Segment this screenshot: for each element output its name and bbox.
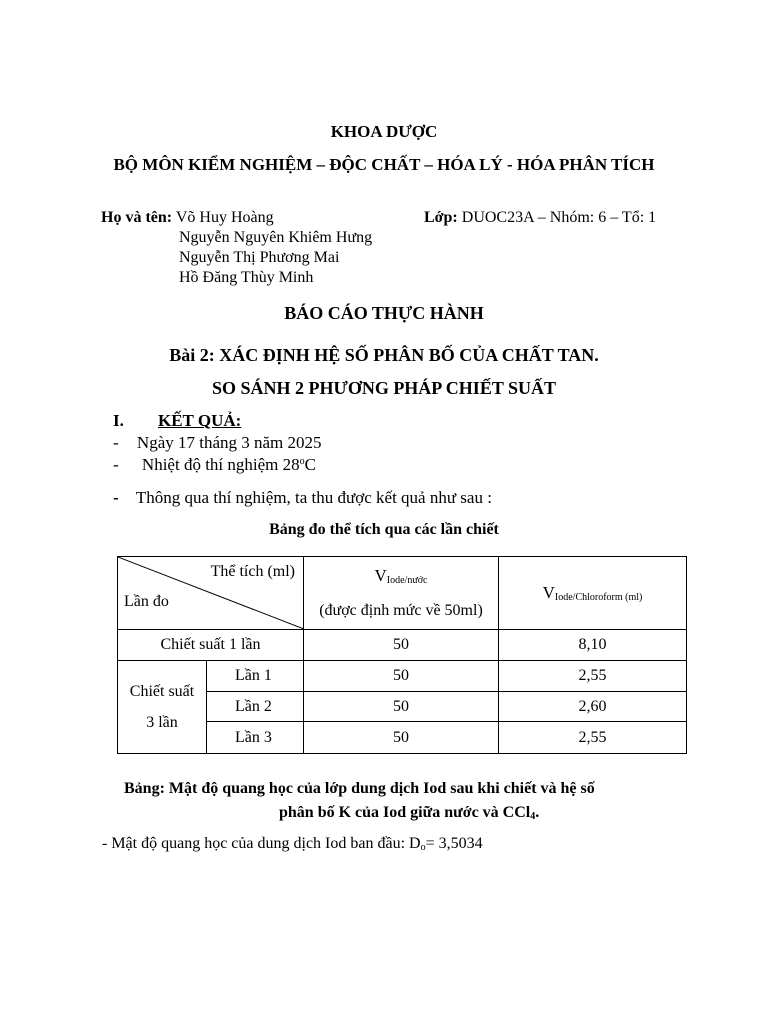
table-row — [118, 630, 687, 661]
volume-table — [117, 556, 687, 754]
od-suffix: = 3,5034 — [425, 835, 483, 852]
section-title: KẾT QUẢ: — [158, 411, 242, 430]
intro-text: Thông qua thí nghiệm, ta thu được kết quả như sau : — [135, 488, 492, 507]
header-iode-chloroform — [499, 557, 687, 630]
col2-note: (được định mức về 50ml) — [319, 601, 483, 619]
table-header-row — [118, 557, 687, 630]
temp-suffix: C — [304, 455, 316, 474]
row-value-water: 50 — [304, 692, 499, 722]
col2-sub: Iode/nước — [386, 574, 428, 586]
row-value-chloroform: 2,60 — [499, 692, 687, 722]
group-label-line1: Chiết suất — [129, 683, 195, 700]
row-label: Lần 2 — [207, 692, 304, 722]
student-name-1: Võ Huy Hoàng — [175, 209, 274, 226]
date-text: Ngày 17 tháng 3 năm 2025 — [136, 433, 322, 452]
od-prefix: - Mật độ quang học của dung dịch Iod ban đầu: D — [102, 835, 421, 852]
student-name-2: Nguyễn Nguyên Khiêm Hưng — [179, 229, 373, 246]
diagonal-header-cell — [118, 557, 304, 630]
bullet-dash: - — [113, 488, 119, 507]
student-names-block — [101, 209, 274, 227]
bullet-date — [113, 433, 322, 453]
caption-line2-sub: 4 — [530, 811, 536, 822]
table2-caption-line2 — [279, 804, 539, 822]
student-name-3: Nguyễn Thị Phương Mai — [179, 249, 340, 266]
row-value-chloroform: 2,55 — [499, 661, 687, 692]
optical-density-line — [102, 835, 483, 853]
student-name-4: Hồ Đăng Thùy Minh — [179, 269, 314, 286]
group-label-line2: 3 lần — [146, 714, 178, 731]
row-value-chloroform: 2,55 — [499, 722, 687, 754]
table1-caption: Bảng đo thể tích qua các lần chiết — [269, 521, 499, 538]
bullet-intro — [113, 488, 492, 508]
table-row — [118, 661, 687, 692]
report-title: BÁO CÁO THỰC HÀNH — [284, 303, 484, 323]
row-value-water: 50 — [304, 722, 499, 754]
header-volume-label: Thể tích (ml) — [210, 563, 295, 580]
col3-sub: Iode/Chloroform (ml) — [554, 592, 643, 603]
header-measure-label: Lần đo — [124, 593, 169, 610]
caption-line2-suffix: . — [535, 804, 540, 821]
class-value: DUOC23A – Nhóm: 6 – Tổ: 1 — [457, 209, 657, 226]
row-label: Chiết suất 1 lần — [118, 630, 304, 661]
name-label: Họ và tên: — [101, 209, 173, 226]
table2-caption-line1: Bảng: Mật độ quang học của lớp dung dịch Iod sau khi chiết và hệ số — [124, 780, 595, 797]
row-value-water: 50 — [304, 661, 499, 692]
bullet-dash: - — [113, 433, 119, 452]
row-label: Lần 3 — [207, 722, 304, 754]
department-heading: BỘ MÔN KIỂM NGHIỆM – ĐỘC CHẤT – HÓA LÝ - HÓA PHÂN TÍCH — [113, 155, 655, 174]
temp-prefix: Nhiệt độ thí nghiệm 28 — [141, 455, 300, 474]
row-value-chloroform: 8,10 — [499, 630, 687, 661]
lesson-subtitle: SO SÁNH 2 PHƯƠNG PHÁP CHIẾT SUẤT — [211, 378, 557, 398]
temp-degree: o — [299, 456, 305, 467]
row-label: Lần 1 — [207, 661, 304, 692]
header-iode-water — [304, 557, 499, 630]
row-value-water: 50 — [304, 630, 499, 661]
class-info — [424, 209, 656, 227]
od-sub: o — [420, 842, 426, 853]
faculty-heading: KHOA DƯỢC — [330, 122, 438, 141]
class-label: Lớp: — [424, 209, 458, 226]
section-number: I. — [113, 411, 124, 430]
group-label-cell — [118, 661, 207, 754]
col2-main: V — [374, 565, 387, 585]
col3-main: V — [542, 583, 555, 602]
lesson-title: Bài 2: XÁC ĐỊNH HỆ SỐ PHÂN BỐ CỦA CHẤT TAN. — [169, 345, 599, 365]
bullet-dash: - — [113, 455, 119, 474]
bullet-temperature — [113, 455, 316, 475]
caption-line2-prefix: phân bố K của Iod giữa nước và CCl — [279, 804, 531, 821]
